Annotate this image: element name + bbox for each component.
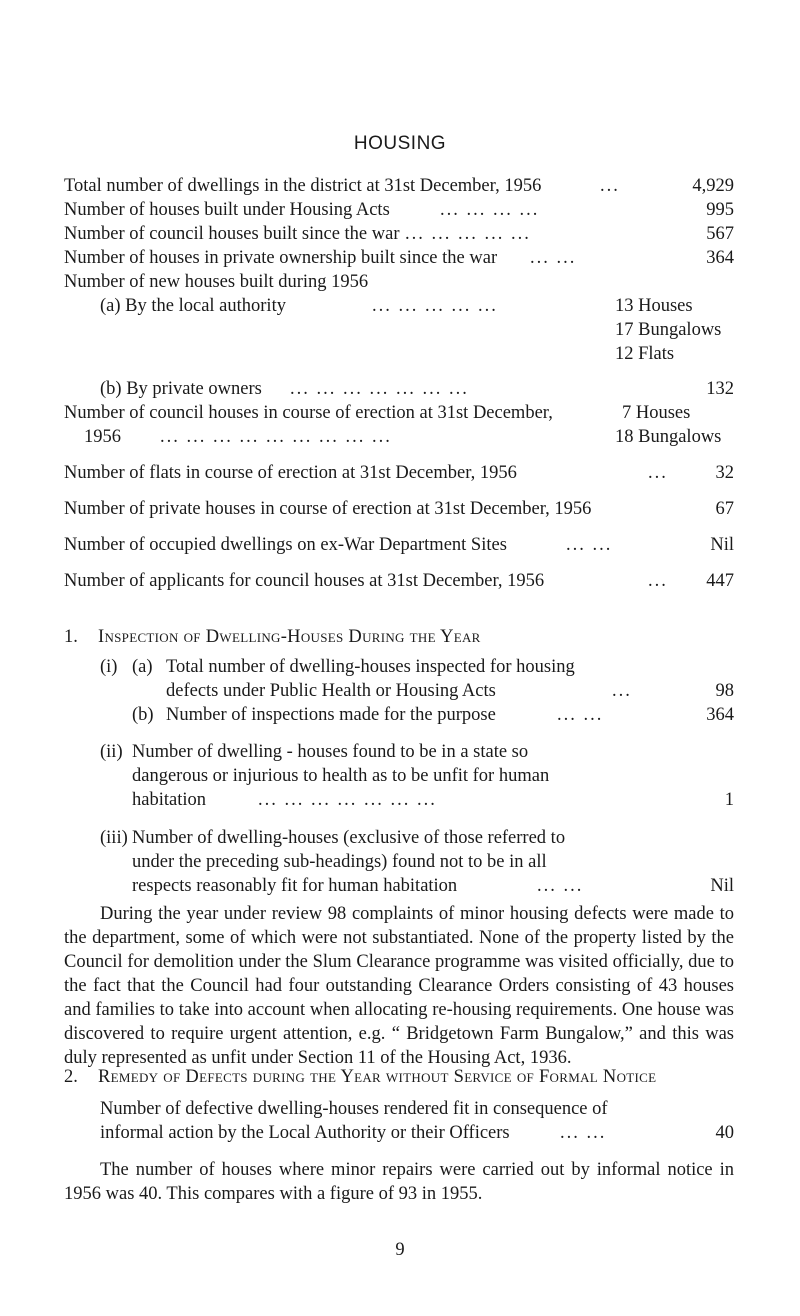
leader-dots: ... ... ... ... ... ... ...	[290, 379, 469, 399]
section-number: 1.	[64, 627, 78, 647]
row-label: Number of occupied dwellings on ex-War Department Sites	[64, 535, 507, 555]
remedy-text: informal action by the Local Authority or their Officers	[100, 1123, 510, 1143]
row-value: 18 Bungalows	[615, 427, 722, 447]
row-label: Total number of dwellings in the district at 31st December, 1956	[64, 176, 542, 196]
leader-dots: ... ... ... ... ...	[372, 296, 498, 316]
item-text: respects reasonably fit for human habitation	[132, 876, 458, 896]
leader-dots: ...	[648, 463, 668, 483]
row-label: Number of houses built under Housing Acts	[64, 200, 390, 220]
item-text: habitation	[132, 790, 206, 810]
row-value: 17 Bungalows	[615, 320, 722, 340]
row-value: 132	[706, 379, 734, 399]
remedy-text: Number of defective dwelling-houses rendered fit in consequence of	[100, 1099, 608, 1119]
row-label: Number of flats in course of erection at 31st December, 1956	[64, 463, 517, 483]
row-label: Number of private houses in course of erection at 31st December, 1956	[64, 499, 592, 519]
leader-dots: ...	[600, 176, 620, 196]
item-text: Number of dwelling-houses (exclusive of those referred to	[132, 828, 566, 848]
row-value: 447	[706, 571, 734, 591]
item-text: Number of inspections made for the purpose	[166, 705, 496, 725]
row-label: Number of houses in private ownership built since the war	[64, 248, 498, 268]
row-value: 4,929	[692, 176, 734, 196]
item-number: (ii)	[100, 742, 123, 762]
row-value: 13 Houses	[615, 296, 693, 316]
section-number: 2.	[64, 1067, 78, 1087]
remedy-paragraph: The number of houses where minor repairs were carried out by informal notice in 1956 was 40. This compares with a figure of 93 in 1955.	[64, 1160, 734, 1204]
leader-dots: ... ... ... ... ... ... ...	[258, 790, 437, 810]
item-text: dangerous or injurious to health as to be unfit for human	[132, 766, 550, 786]
row-label: Number of council houses built since the war	[64, 224, 400, 244]
row-value: Nil	[710, 535, 734, 555]
item-value: Nil	[710, 876, 734, 896]
item-value: 1	[724, 790, 734, 810]
item-text: Total number of dwelling-houses inspected for housing	[166, 657, 575, 677]
page-number: 9	[395, 1240, 405, 1260]
item-letter: (b)	[132, 705, 154, 725]
leader-dots: ...	[648, 571, 668, 591]
leader-dots: ... ...	[560, 1123, 607, 1143]
remedy-value: 40	[715, 1123, 734, 1143]
item-text: Number of dwelling - houses found to be in a state so	[132, 742, 529, 762]
section-title: Remedy of Defects during the Year without Service of Formal Notice	[98, 1067, 657, 1087]
row-label: Number of new houses built during 1956	[64, 272, 369, 292]
row-value: 32	[715, 463, 734, 483]
item-number: (i)	[100, 657, 118, 677]
row-value: 7 Houses	[622, 403, 691, 423]
leader-dots: ... ...	[530, 248, 577, 268]
row-value: 67	[715, 499, 734, 519]
row-value: 12 Flats	[615, 344, 675, 364]
inspection-paragraph: During the year under review 98 complaints of minor housing defects were made to the department, some of which were not substantiated. None of the property listed by the Council for demolition under the Slum Clearance programme was visited officially, due to the fact that the Council had four outstanding Clearance Orders consisting of 43 houses and families to take into account when allocating re-housing requirements. One house was discovered to require urgent attention, e.g. “ Bridgetown Farm Bungalow,” and this was duly represented as unfit under Section 11 of the Housing Act, 1936.	[64, 904, 734, 1068]
row-label: Number of applicants for council houses at 31st December, 1956	[64, 571, 545, 591]
leader-dots: ... ... ... ... ...	[405, 224, 531, 244]
section-title: Inspection of Dwelling-Houses During the Year	[98, 627, 481, 647]
page-title: HOUSING	[353, 133, 447, 154]
item-text: under the preceding sub-headings) found not to be in all	[132, 852, 547, 872]
item-text: defects under Public Health or Housing Acts	[166, 681, 496, 701]
leader-dots: ... ...	[557, 705, 604, 725]
section-heading	[64, 625, 481, 649]
section-heading	[64, 1065, 657, 1089]
item-value: 98	[715, 681, 734, 701]
leader-dots: ... ...	[566, 535, 613, 555]
item-letter: (a)	[132, 657, 153, 677]
item-value: 364	[706, 705, 734, 725]
row-value: 364	[706, 248, 734, 268]
row-value: 567	[706, 224, 734, 244]
leader-dots: ...	[612, 681, 632, 701]
row-label: (b) By private owners	[100, 379, 262, 399]
item-number: (iii)	[100, 828, 128, 848]
leader-dots: ... ...	[537, 876, 584, 896]
leader-dots: ... ... ... ...	[440, 200, 540, 220]
row-label: (a) By the local authority	[100, 296, 286, 316]
row-value: 995	[706, 200, 734, 220]
row-label: 1956	[84, 427, 121, 447]
row-label: Number of council houses in course of erection at 31st December,	[64, 403, 553, 423]
leader-dots: ... ... ... ... ... ... ... ... ...	[160, 427, 392, 447]
